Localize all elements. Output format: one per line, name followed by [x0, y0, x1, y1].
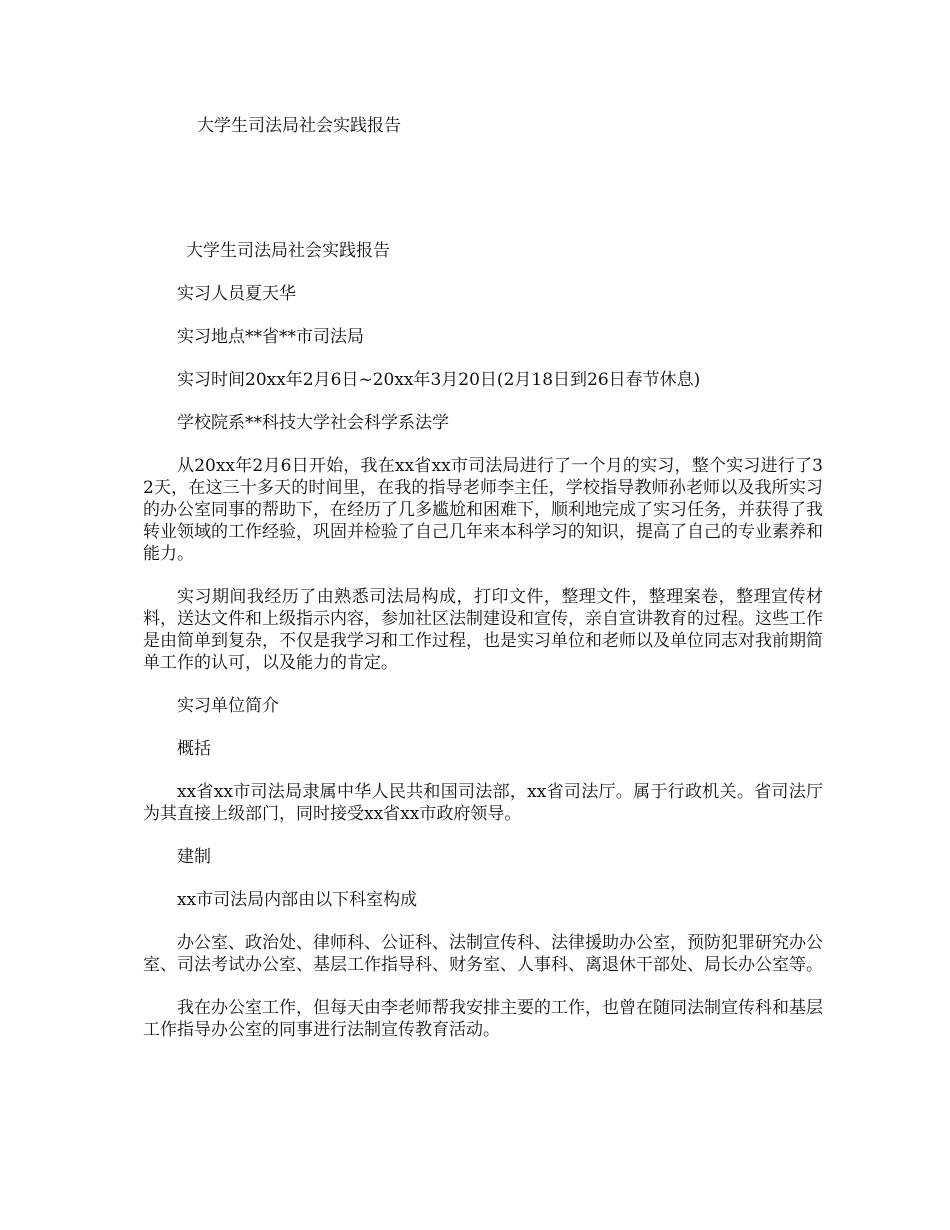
intern-period-line: 实习时间20xx年2月6日~20xx年3月20日(2月18日到26日春节休息) — [177, 370, 701, 390]
document-body — [143, 240, 823, 1062]
section-heading-unit-intro: 实习单位简介 — [177, 696, 279, 716]
body-paragraph-overview: xx省xx市司法局隶属中华人民共和国司法部，xx省司法厅。属于行政机关。省司法厅为其直接上级部门，同时接受xx省xx市政府领导。 — [143, 782, 823, 824]
body-paragraph-work: 我在办公室工作，但每天由李老师帮我安排主要的工作，也曾在随同法制宣传科和基层工作指导办公室的同事进行法制宣传教育活动。 — [143, 998, 823, 1040]
document-title: 大学生司法局社会实践报告 — [197, 116, 401, 136]
school-department-line: 学校院系**科技大学社会科学系法学 — [177, 413, 449, 433]
intern-location-line: 实习地点**省**市司法局 — [177, 327, 364, 347]
body-paragraph-departments: 办公室、政治处、律师科、公证科、法制宣传科、法律援助办公室，预防犯罪研究办公室、司法考试办公室、基层工作指导科、财务室、人事科、离退休干部处、局长办公室等。 — [143, 933, 823, 975]
body-paragraph-structure-intro: xx市司法局内部由以下科室构成 — [177, 890, 418, 910]
report-heading: 大学生司法局社会实践报告 — [186, 241, 390, 261]
intern-name-line: 实习人员夏天华 — [177, 284, 296, 304]
section-heading-overview: 概括 — [177, 739, 211, 759]
body-paragraph-experience: 实习期间我经历了由熟悉司法局构成，打印文件，整理文件，整理案卷，整理宣传材料，送达文件和上级指示内容，参加社区法制建设和宣传，亲自宣讲教育的过程。这些工作是由简单到复杂，不仅是我学习和工作过程，也是实习单位和老师以及单位同志对我前期简单工作的认可，以及能力的肯定。 — [143, 587, 823, 673]
section-heading-structure: 建制 — [177, 847, 211, 867]
body-paragraph-intro: 从20xx年2月6日开始，我在xx省xx市司法局进行了一个月的实习，整个实习进行了32天，在这三十多天的时间里，在我的指导老师李主任，学校指导教师孙老师以及我所实习的办公室同事的帮助下，在经历了几多尴尬和困难下，顺利地完成了实习任务，并获得了我转业领域的工作经验，巩固并检验了自己几年来本科学习的知识，提高了自己的专业素养和能力。 — [143, 456, 823, 564]
